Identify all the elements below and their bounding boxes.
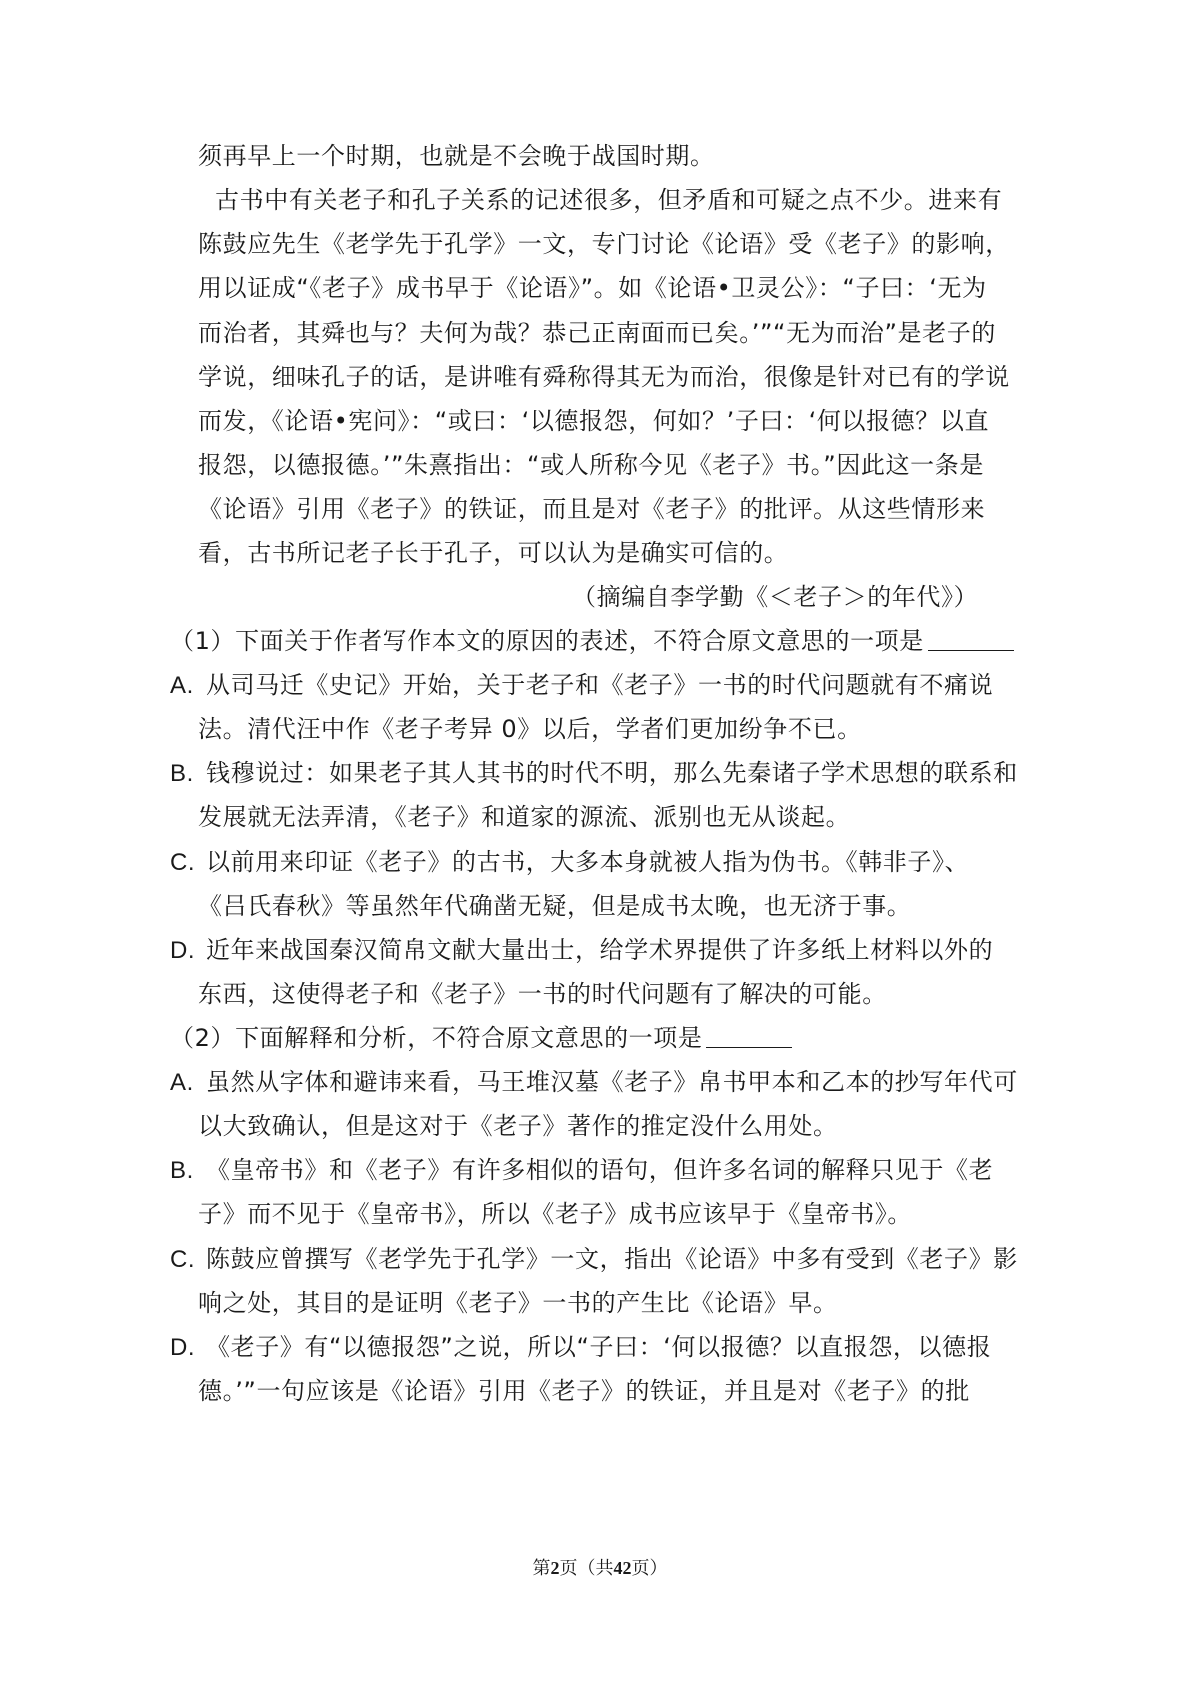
question-2-stem <box>170 1021 792 1055</box>
question-1-text: （1）下面关于作者写作本文的原因的表述，不符合原文意思的一项是 <box>170 627 924 655</box>
q2-option-c-line-1 <box>170 1242 1018 1277</box>
option-letter: C. <box>170 1246 196 1273</box>
option-letter: B. <box>170 760 194 787</box>
q1-option-d-line-1 <box>170 933 993 968</box>
passage-line: 须再早上一个时期，也就是不会晚于战国时期。 <box>198 142 715 170</box>
passage-line: 陈鼓应先生《老学先于孔学》一文，专门讨论《论语》受《老子》的影响， <box>198 230 1010 258</box>
q1-option-c-line-2: 《吕氏春秋》等虽然年代确凿无疑，但是成书太晚，也无济于事。 <box>198 892 912 920</box>
q1-option-c-line-1 <box>170 845 969 880</box>
question-1-stem <box>170 624 1014 658</box>
question-2-text: （2）下面解释和分析，不符合原文意思的一项是 <box>170 1024 703 1052</box>
q2-option-d-line-2: 德。’”一句应该是《论语》引用《老子》的铁证，并且是对《老子》的批 <box>198 1377 970 1405</box>
option-text: 陈鼓应曾撰写《老学先于孔学》一文，指出《论语》中多有受到《老子》影 <box>206 1245 1018 1273</box>
option-text: 以前用来印证《老子》的古书，大多本身就被人指为伪书。《韩非子》、 <box>206 848 970 876</box>
q2-option-a-line-2: 以大致确认，但是这对于《老子》著作的推定没什么用处。 <box>198 1112 838 1140</box>
q1-option-a-line-1 <box>170 668 993 703</box>
option-letter: B. <box>170 1157 194 1184</box>
option-text: 钱穆说过：如果老子其人其书的时代不明，那么先秦诸子学术思想的联系和 <box>206 759 1018 787</box>
q2-option-d-line-1 <box>170 1330 991 1365</box>
option-text: 虽然从字体和避讳来看，马王堆汉墓《老子》帛书甲本和乙本的抄写年代可 <box>206 1068 1018 1096</box>
answer-blank <box>928 626 1014 651</box>
passage-line: 而治者，其舜也与？夫何为哉？恭己正南面而已矣。’”“无为而治”是老子的 <box>198 319 996 347</box>
q2-option-a-line-1 <box>170 1065 1018 1100</box>
page-number: 2 <box>550 1558 560 1578</box>
q1-option-b-line-2: 发展就无法弄清，《老子》和道家的源流、派别也无从谈起。 <box>198 803 851 831</box>
passage-line: 用以证成“《老子》成书早于《论语》”。如《论语•卫灵公》：“子曰：‘无为 <box>198 274 987 302</box>
option-text: 《老子》有“以德报怨”之说，所以“子曰：‘何以报德？以直报怨，以德报 <box>206 1333 992 1361</box>
passage-line: 报怨，以德报德。’”朱熹指出：“或人所称今见《老子》书。”因此这一条是 <box>198 451 984 479</box>
option-text: 《皇帝书》和《老子》有许多相似的语句，但许多名词的解释只见于《老 <box>206 1156 994 1184</box>
option-letter: C. <box>170 849 196 876</box>
passage-line: 学说，细味孔子的话，是讲唯有舜称得其无为而治，很像是针对已有的学说 <box>198 363 1010 391</box>
option-text: 近年来战国秦汉简帛文献大量出士，给学术界提供了许多纸上材料以外的 <box>206 936 994 964</box>
passage-line: 古书中有关老子和孔子关系的记述很多，但矛盾和可疑之点不少。进来有 <box>215 186 1003 214</box>
option-letter: D. <box>170 937 196 964</box>
passage-source: （摘编自李学勤《＜老子＞的年代》） <box>572 583 979 611</box>
q1-option-d-line-2: 东西，这使得老子和《老子》一书的时代问题有了解决的可能。 <box>198 980 887 1008</box>
q1-option-b-line-1 <box>170 756 1018 791</box>
passage-line: 看，古书所记老子长于孔子，可以认为是确实可信的。 <box>198 539 789 567</box>
q2-option-b-line-2: 子》而不见于《皇帝书》，所以《老子》成书应该早于《皇帝书》。 <box>198 1200 912 1228</box>
option-letter: D. <box>170 1334 196 1361</box>
total-pages: 42 <box>613 1558 632 1578</box>
option-letter: A. <box>170 672 194 699</box>
passage-line: 《论语》引用《老子》的铁证，而且是对《老子》的批评。从这些情形来 <box>198 495 986 523</box>
passage-line: 而发，《论语•宪问》：“或曰：‘以德报怨，何如？’子曰：‘何以报德？以直 <box>198 407 990 435</box>
q2-option-c-line-2: 响之处，其目的是证明《老子》一书的产生比《论语》早。 <box>198 1289 838 1317</box>
option-letter: A. <box>170 1069 194 1096</box>
footer-middle: 页（共 <box>559 1558 614 1579</box>
option-text: 从司马迁《史记》开始，关于老子和《老子》一书的时代问题就有不痛说 <box>206 671 994 699</box>
answer-blank <box>706 1023 792 1048</box>
footer-prefix: 第 <box>532 1558 551 1579</box>
footer-suffix: 页） <box>631 1558 668 1579</box>
q2-option-b-line-1 <box>170 1153 993 1188</box>
q1-option-a-line-2: 法。清代汪中作《老子考异 0》以后，学者们更加纷争不已。 <box>198 715 862 743</box>
page-footer <box>0 1556 1200 1581</box>
